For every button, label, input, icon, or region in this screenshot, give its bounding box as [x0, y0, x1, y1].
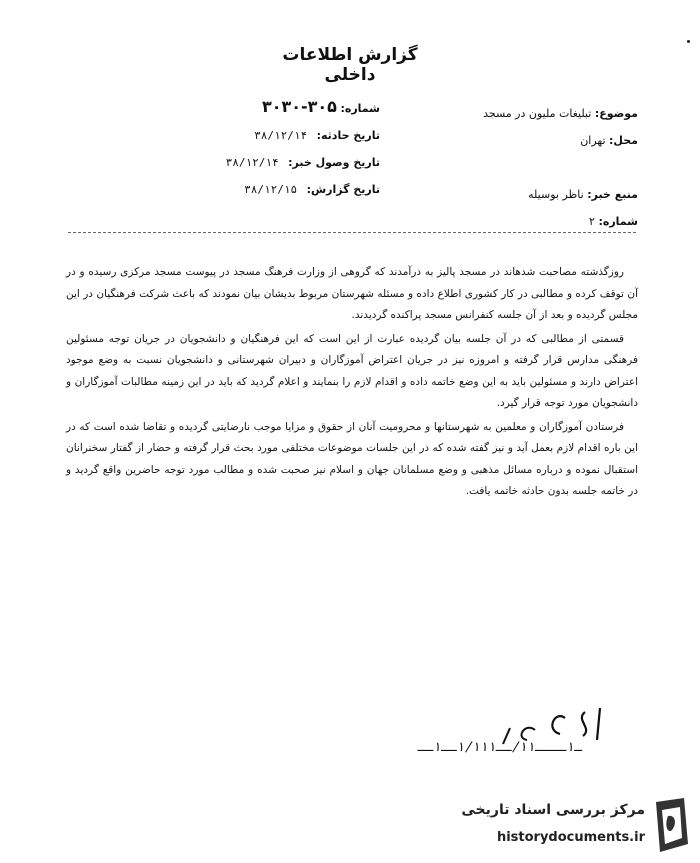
body-paragraph: فرستادن آموزگاران و معلمین به شهرستانها و محرومیت آنان از حقوق و مزایا موجب نارضایتی گردیده و تقاضا شده است که در این باره اقدام لازم بعمل آید و نیز گفته شده که در این جلسات موضوعات مختلفی مورد بحث قرار گرفته و حضار از گفتار سخنرانان استقبال نموده و درباره مسائل مذهبی و وضع مسلمانان جهان و اسلام نیز صحبت شده و مطالب مورد توجه حاضرین واقع گردید و در خاتمه جلسه بدون حادثه خاتمه یافت. — [66, 420, 638, 497]
meta-value: تهران — [580, 134, 606, 147]
meta-place — [348, 127, 638, 154]
meta-value: ۳۰۵-۳۰۳۰ — [261, 97, 337, 116]
meta-label: تاریخ حادثه: — [316, 129, 380, 142]
meta-value: ۳۸/۱۲/۱۴ — [254, 129, 308, 142]
meta-label: شماره: — [598, 215, 638, 228]
document-title: گزارش اطلاعات داخلی — [282, 45, 418, 85]
meta-event-date — [200, 122, 380, 149]
meta-value: ۳۸/۱۲/۱۵ — [244, 183, 298, 196]
meta-label: محل: — [609, 134, 638, 147]
meta-label: شماره: — [340, 102, 380, 115]
meta-label: تاریخ وصول خبر: — [288, 156, 380, 169]
signature-scribble: ـ۱ــــ۱۱/ــ۱/۱۱۱ــ۱ــ — [416, 740, 584, 755]
body-paragraph: قسمتی از مطالبی که در آن جلسه بیان گردیده عبارت از این است که این فرهنگیان و دانشجویان در جریان توجه مسئولین فرهنگی مدارس قرار گرفته و امروزه نیز در جریان اعتراض آموزگاران و دبیران شهرستانی و دانشجویان نسبت به وضع موجود اعتراض دارند و مسئولین باید به این وضع خاتمه داده و اقدام لازم را بنمایند و اعلام گردید که باید در این زمینه مطالبات آموزگاران و دانشجویان مورد توجه قرار گیرد. — [66, 332, 638, 409]
meta-number — [348, 208, 638, 235]
meta-value: ۲ — [589, 215, 595, 228]
meta-label: تاریخ گزارش: — [306, 183, 380, 196]
archive-watermark — [418, 794, 700, 863]
meta-source — [348, 181, 638, 208]
report-body — [66, 262, 638, 505]
meta-subject — [348, 100, 638, 127]
meta-label: منبع خبر: — [587, 188, 638, 201]
meta-report-date — [200, 176, 380, 203]
watermark-url: historydocuments.ir — [496, 830, 645, 845]
meta-value: تبلیغات ملیون در مسجد — [483, 107, 592, 120]
meta-received-date — [200, 149, 380, 176]
scan-mark — [687, 40, 690, 43]
meta-label: موضوع: — [594, 107, 638, 120]
meta-spacer — [348, 154, 638, 181]
body-paragraph: روزگذشته مصاحبت شدهاند در مسجد پالیز به درآمدند که گروهی از وزارت فرهنگ مسجد در پیوست مسجد مرکزی رسیده و در آن توقف کرده و مطالبی در کار کشوری اطلاع داده و مسئله شهرستان مربوط بدیشان بیان نمودند که باعث شرکت فرهنگیان در این مجلس گردیده و بعد از آن جلسه کنفرانس مسجد پراکنده گردیدند. — [66, 266, 638, 321]
separator-rule — [68, 232, 636, 233]
archive-logo-icon — [650, 796, 692, 856]
watermark-persian: مرکز بررسی اسناد تاریخی — [461, 802, 645, 818]
meta-doc-number — [200, 93, 380, 122]
meta-value: ناظر بوسیله — [528, 188, 584, 201]
meta-value: ۳۸/۱۲/۱۴ — [225, 156, 279, 169]
meta-left-block — [200, 93, 380, 203]
meta-right-block — [348, 100, 638, 235]
